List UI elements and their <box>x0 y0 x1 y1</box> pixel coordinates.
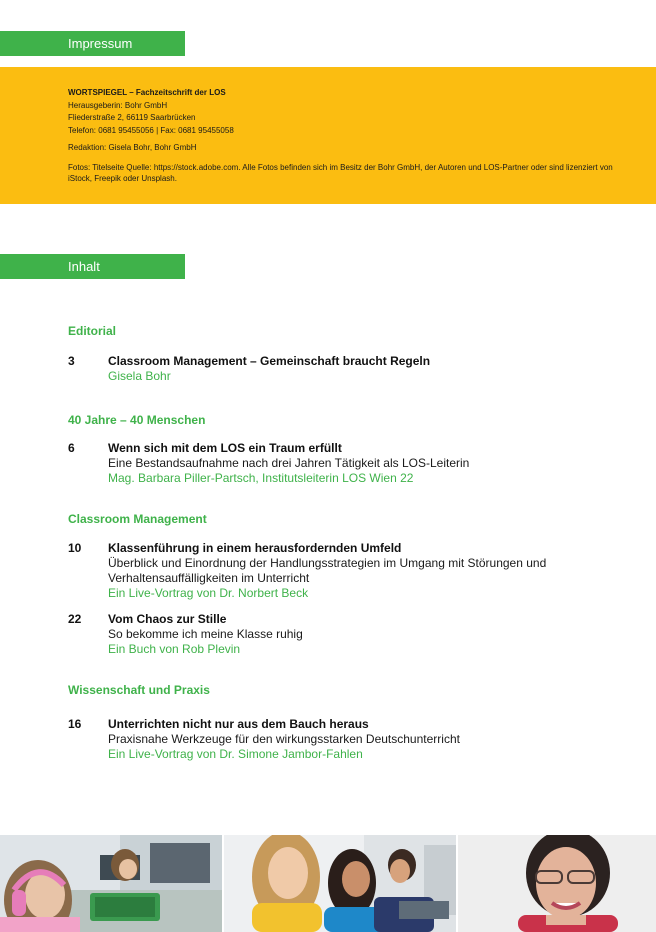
toc-title: Klassenführung in einem herausfordernden Umfeld <box>108 541 402 555</box>
impressum-address: Fliederstraße 2, 66119 Saarbrücken <box>68 113 196 122</box>
impressum-title: WORTSPIEGEL – Fachzeitschrift der LOS <box>68 88 226 97</box>
toc-title: Classroom Management – Gemeinschaft braucht Regeln <box>108 354 431 368</box>
toc-subtitle: Überblick und Einordnung der Handlungsstrategien im Umgang mit Störungen und Verhaltensauffälligkeiten im Unterricht <box>108 556 547 585</box>
toc-page-number: 6 <box>68 441 75 455</box>
toc-title: Unterrichten nicht nur aus dem Bauch heraus <box>108 717 369 731</box>
toc-author: Ein Live-Vortrag von Dr. Norbert Beck <box>108 586 309 600</box>
toc-author: Gisela Bohr <box>108 369 171 383</box>
toc-subtitle: Praxisnahe Werkzeuge für den wirkungsstarken Deutschunterricht <box>108 732 460 746</box>
section-heading-editorial: Editorial <box>68 324 117 338</box>
toc-page-number: 10 <box>68 541 82 555</box>
toc-author: Ein Live-Vortrag von Dr. Simone Jambor-Fahlen <box>108 747 363 761</box>
impressum-photo-credits: Fotos: Titelseite Quelle: https://stock.adobe.com. Alle Fotos befinden sich im Besitz der Bohr GmbH, der Autoren und LOS-Partner oder sind lizenziert von iStock, Freepik oder Unsplash. <box>68 162 613 183</box>
classroom-children-photo <box>0 835 222 932</box>
toc-author: Ein Buch von Rob Plevin <box>108 642 241 656</box>
section-heading-classroom-management: Classroom Management <box>68 512 207 526</box>
section-heading-wissenschaft: Wissenschaft und Praxis <box>68 683 210 697</box>
photo-strip <box>0 835 656 932</box>
toc-author: Mag. Barbara Piller-Partsch, Institutsleiterin LOS Wien 22 <box>108 471 414 485</box>
students-photo <box>224 835 456 932</box>
impressum-phone: Telefon: 0681 95455056 | Fax: 0681 95455058 <box>68 125 234 135</box>
impressum-tab: Impressum <box>0 31 185 56</box>
inhalt-tab: Inhalt <box>0 254 185 279</box>
toc-page-number: 16 <box>68 717 82 731</box>
impressum-box <box>0 67 656 204</box>
toc-page-number: 22 <box>68 612 82 626</box>
portrait-photo <box>458 835 656 932</box>
impressum-editorial: Redaktion: Gisela Bohr, Bohr GmbH <box>68 143 197 152</box>
toc-subtitle: Eine Bestandsaufnahme nach drei Jahren Tätigkeit als LOS-Leiterin <box>108 456 470 470</box>
toc-subtitle: So bekomme ich meine Klasse ruhig <box>108 627 303 641</box>
impressum-publisher: Herausgeberin: Bohr GmbH <box>68 100 168 110</box>
toc-title: Wenn sich mit dem LOS ein Traum erfüllt <box>108 441 342 455</box>
section-heading-40-jahre: 40 Jahre – 40 Menschen <box>68 413 206 427</box>
toc-title: Vom Chaos zur Stille <box>108 612 227 626</box>
toc-page-number: 3 <box>68 354 75 368</box>
